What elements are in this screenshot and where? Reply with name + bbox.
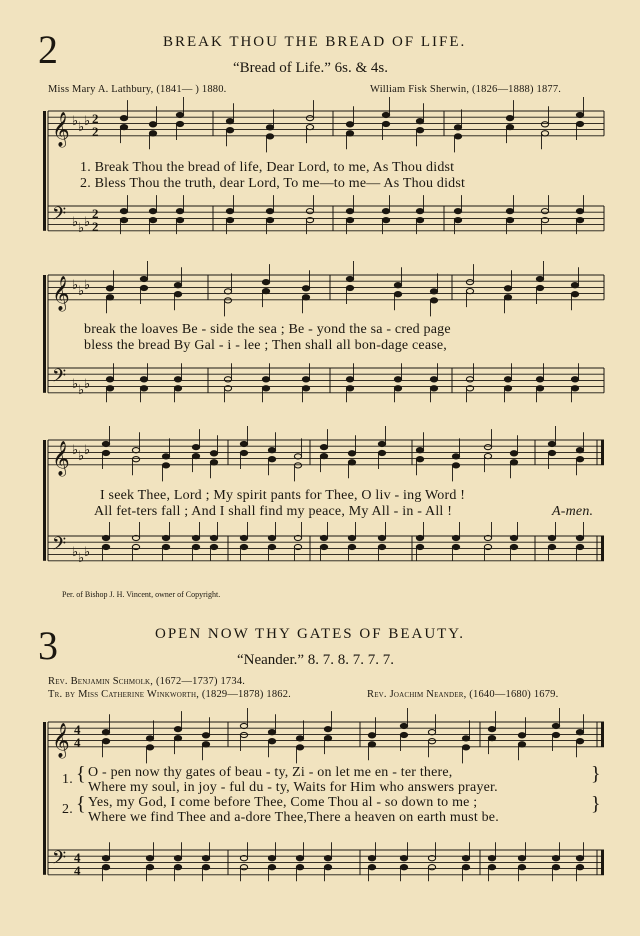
note-head xyxy=(488,736,495,741)
note-head xyxy=(140,285,147,290)
tune-name: “Neander.” 8. 7. 8. 7. 7. 7. xyxy=(237,652,395,668)
note-head xyxy=(162,463,169,468)
note-head xyxy=(162,535,169,540)
note-head xyxy=(416,535,423,540)
note-head xyxy=(368,865,375,870)
note-head xyxy=(346,122,353,127)
note-head xyxy=(268,544,275,549)
note-head xyxy=(346,218,353,223)
note-head xyxy=(368,742,375,747)
lyric-line: break the loaves Be - side the sea ; Be - yond the sa - cred page xyxy=(84,322,451,337)
note-head xyxy=(576,448,583,453)
lyric-line: All fet-ters fall ; And I shall find my peace, My All - in - All ! xyxy=(94,504,453,519)
note-head xyxy=(552,732,559,737)
note-head xyxy=(324,856,331,861)
flat-sign: ♭ xyxy=(84,278,91,293)
note-head xyxy=(149,218,156,223)
note-head xyxy=(576,121,583,126)
note-head xyxy=(106,377,113,382)
amen-text: A-men. xyxy=(552,504,594,519)
note-head xyxy=(452,454,459,459)
note-head xyxy=(302,377,309,382)
lyric-line: 1. Break Thou the bread of life, Dear Lord, to me, As Thou didst xyxy=(80,160,455,175)
note-head xyxy=(576,112,583,117)
lyric-brace: } xyxy=(591,763,601,785)
note-head xyxy=(382,209,389,214)
note-head xyxy=(266,209,273,214)
note-head xyxy=(102,441,109,446)
note-head xyxy=(368,856,375,861)
flat-sign: ♭ xyxy=(78,120,85,135)
note-head xyxy=(394,386,401,391)
note-head xyxy=(176,121,183,126)
flat-sign: ♭ xyxy=(84,114,91,129)
note-head xyxy=(484,445,491,450)
flat-sign: ♭ xyxy=(78,383,85,398)
note-head xyxy=(576,209,583,214)
note-head xyxy=(266,218,273,223)
note-head xyxy=(146,736,153,741)
note-head xyxy=(504,295,511,300)
note-head xyxy=(576,218,583,223)
note-head xyxy=(394,377,401,382)
note-head xyxy=(454,209,461,214)
note-head xyxy=(506,218,513,223)
note-head xyxy=(541,209,548,214)
note-head xyxy=(262,280,269,285)
note-head xyxy=(240,450,247,455)
final-barline xyxy=(601,440,604,465)
note-head xyxy=(394,292,401,297)
note-head xyxy=(382,218,389,223)
note-head xyxy=(226,218,233,223)
note-head xyxy=(504,386,511,391)
flat-sign: ♭ xyxy=(84,377,91,392)
note-head xyxy=(176,209,183,214)
note-head xyxy=(510,535,517,540)
note-head xyxy=(202,856,209,861)
time-signature: 2 xyxy=(92,124,99,139)
note-head xyxy=(400,723,407,728)
note-head xyxy=(102,535,109,540)
note-head xyxy=(140,386,147,391)
note-head xyxy=(240,544,247,549)
note-head xyxy=(324,865,331,870)
note-head xyxy=(146,865,153,870)
note-head xyxy=(348,544,355,549)
note-head xyxy=(176,218,183,223)
lyric-line: bless the bread By Gal - i - lee ; Then shall all bon-dage cease, xyxy=(84,338,448,353)
note-head xyxy=(518,733,525,738)
note-head xyxy=(346,131,353,136)
note-head xyxy=(268,739,275,744)
note-head xyxy=(226,119,233,124)
note-head xyxy=(268,865,275,870)
note-head xyxy=(302,286,309,291)
note-head xyxy=(416,544,423,549)
hymn-title: BREAK THOU THE BREAD OF LIFE. xyxy=(163,34,467,50)
treble-clef: 𝄞 xyxy=(52,722,70,758)
note-head xyxy=(378,450,385,455)
note-head xyxy=(174,386,181,391)
note-head xyxy=(552,723,559,728)
note-head xyxy=(430,386,437,391)
note-head xyxy=(174,865,181,870)
flat-sign: ♭ xyxy=(78,284,85,299)
note-head xyxy=(484,454,491,459)
treble-clef: 𝄞 xyxy=(52,440,70,476)
flat-sign: ♭ xyxy=(72,545,79,560)
note-head xyxy=(400,856,407,861)
note-head xyxy=(162,544,169,549)
note-head xyxy=(192,454,199,459)
note-head xyxy=(430,377,437,382)
note-head xyxy=(120,218,127,223)
note-head xyxy=(106,286,113,291)
note-head xyxy=(174,727,181,732)
note-head xyxy=(192,445,199,450)
note-head xyxy=(452,535,459,540)
note-head xyxy=(174,283,181,288)
system-bracket xyxy=(43,440,46,561)
note-head xyxy=(348,460,355,465)
note-head xyxy=(518,865,525,870)
note-head xyxy=(428,739,435,744)
note-head xyxy=(452,544,459,549)
bass-clef: 𝄢 xyxy=(52,366,67,391)
note-head xyxy=(202,865,209,870)
bass-clef: 𝄢 xyxy=(52,204,67,229)
note-head xyxy=(466,280,473,285)
note-head xyxy=(488,727,495,732)
note-head xyxy=(268,730,275,735)
note-head xyxy=(552,865,559,870)
note-head xyxy=(576,865,583,870)
final-barline xyxy=(601,850,604,875)
note-head xyxy=(348,535,355,540)
lyric-brace: { xyxy=(76,793,86,815)
note-head xyxy=(268,856,275,861)
note-head xyxy=(378,535,385,540)
note-head xyxy=(454,125,461,130)
note-head xyxy=(210,544,217,549)
author-credit: Rev. Benjamin Schmolk, (1672—1737) 1734. xyxy=(48,676,246,687)
hymn-title: OPEN NOW THY GATES OF BEAUTY. xyxy=(155,626,465,642)
note-head xyxy=(462,856,469,861)
note-head xyxy=(346,276,353,281)
note-head xyxy=(174,736,181,741)
lyric-line: Yes, my God, I come before Thee, Come Thou al - so down to me ; xyxy=(88,795,478,810)
note-head xyxy=(176,112,183,117)
flat-sign: ♭ xyxy=(84,443,91,458)
note-head xyxy=(120,209,127,214)
note-head xyxy=(378,441,385,446)
treble-clef: 𝄞 xyxy=(52,275,70,311)
lyric-line: 2. Bless Thou the truth, dear Lord, To me—to me— As Thou didst xyxy=(80,176,466,191)
note-head xyxy=(506,125,513,130)
note-head xyxy=(174,377,181,382)
note-head xyxy=(324,736,331,741)
note-head xyxy=(576,856,583,861)
hymn-number: 3 xyxy=(38,623,58,668)
bass-clef: 𝄢 xyxy=(52,534,67,559)
note-head xyxy=(102,739,109,744)
composer-credit: William Fisk Sherwin, (1826—1888) 1877. xyxy=(370,84,562,95)
note-head xyxy=(106,295,113,300)
note-head xyxy=(571,283,578,288)
note-head xyxy=(240,535,247,540)
lyric-brace: { xyxy=(76,763,86,785)
note-head xyxy=(120,116,127,121)
time-signature: 4 xyxy=(74,722,81,737)
note-head xyxy=(394,283,401,288)
note-head xyxy=(382,112,389,117)
note-head xyxy=(430,289,437,294)
flat-sign: ♭ xyxy=(72,215,79,230)
note-head xyxy=(146,745,153,750)
note-head xyxy=(416,457,423,462)
note-head xyxy=(541,122,548,127)
note-head xyxy=(510,460,517,465)
note-head xyxy=(266,134,273,139)
note-head xyxy=(320,535,327,540)
note-head xyxy=(224,298,231,303)
note-head xyxy=(548,441,555,446)
author-credit: Miss Mary A. Lathbury, (1841— ) 1880. xyxy=(48,84,227,95)
flat-sign: ♭ xyxy=(72,443,79,458)
flat-sign: ♭ xyxy=(78,449,85,464)
note-head xyxy=(416,128,423,133)
note-head xyxy=(504,377,511,382)
verse-label: 2. xyxy=(62,802,73,817)
note-head xyxy=(518,856,525,861)
note-head xyxy=(262,289,269,294)
note-head xyxy=(102,865,109,870)
note-head xyxy=(306,125,313,130)
note-head xyxy=(348,451,355,456)
note-head xyxy=(296,745,303,750)
note-head xyxy=(302,386,309,391)
note-head xyxy=(346,209,353,214)
note-head xyxy=(430,298,437,303)
note-head xyxy=(240,441,247,446)
flat-sign: ♭ xyxy=(72,278,79,293)
note-head xyxy=(488,856,495,861)
note-head xyxy=(552,856,559,861)
note-head xyxy=(140,276,147,281)
time-signature: 2 xyxy=(92,111,99,126)
note-head xyxy=(548,544,555,549)
verse-label: 1. xyxy=(62,772,73,787)
note-head xyxy=(324,727,331,732)
system-bracket xyxy=(43,111,46,231)
flat-sign: ♭ xyxy=(78,551,85,566)
note-head xyxy=(302,295,309,300)
treble-clef: 𝄞 xyxy=(52,111,70,147)
note-head xyxy=(240,732,247,737)
note-head xyxy=(416,119,423,124)
note-head xyxy=(192,535,199,540)
note-head xyxy=(548,535,555,540)
note-head xyxy=(518,742,525,747)
lyric-line: Where we find Thee and a-dore Thee,There a heaven on earth must be. xyxy=(88,810,499,825)
note-head xyxy=(510,451,517,456)
note-head xyxy=(416,448,423,453)
note-head xyxy=(346,377,353,382)
note-head xyxy=(102,450,109,455)
note-head xyxy=(571,386,578,391)
note-head xyxy=(400,732,407,737)
note-head xyxy=(192,544,199,549)
note-head xyxy=(162,454,169,459)
tune-name: “Bread of Life.” 6s. & 4s. xyxy=(233,60,388,76)
note-head xyxy=(210,535,217,540)
note-head xyxy=(454,134,461,139)
note-head xyxy=(541,131,548,136)
note-head xyxy=(320,454,327,459)
note-head xyxy=(268,457,275,462)
final-barline xyxy=(601,722,604,747)
note-head xyxy=(106,386,113,391)
note-head xyxy=(210,460,217,465)
note-head xyxy=(306,209,313,214)
note-head xyxy=(174,292,181,297)
note-head xyxy=(294,463,301,468)
note-head xyxy=(536,276,543,281)
note-head xyxy=(510,544,517,549)
note-head xyxy=(296,856,303,861)
note-head xyxy=(506,116,513,121)
note-head xyxy=(400,865,407,870)
note-head xyxy=(146,856,153,861)
note-head xyxy=(226,209,233,214)
note-head xyxy=(382,121,389,126)
time-signature: 2 xyxy=(92,219,99,234)
note-head xyxy=(536,377,543,382)
note-head xyxy=(536,386,543,391)
note-head xyxy=(571,292,578,297)
note-head xyxy=(226,128,233,133)
note-head xyxy=(296,865,303,870)
note-head xyxy=(576,730,583,735)
note-head xyxy=(548,450,555,455)
note-head xyxy=(149,131,156,136)
note-head xyxy=(268,535,275,540)
note-head xyxy=(536,285,543,290)
hymn-number: 2 xyxy=(38,27,58,72)
note-head xyxy=(132,457,139,462)
note-head xyxy=(488,865,495,870)
note-head xyxy=(262,377,269,382)
note-head xyxy=(140,377,147,382)
note-head xyxy=(466,289,473,294)
note-head xyxy=(346,285,353,290)
note-head xyxy=(262,386,269,391)
lyric-line: Where my soul, in joy - ful du - ty, Waits for Him who answers prayer. xyxy=(88,780,498,795)
final-barline xyxy=(601,536,604,561)
note-head xyxy=(174,856,181,861)
note-head xyxy=(576,535,583,540)
note-head xyxy=(102,544,109,549)
time-signature: 4 xyxy=(74,850,81,865)
flat-sign: ♭ xyxy=(78,221,85,236)
flat-sign: ♭ xyxy=(72,114,79,129)
note-head xyxy=(266,125,273,130)
time-signature: 4 xyxy=(74,735,81,750)
flat-sign: ♭ xyxy=(72,377,79,392)
flat-sign: ♭ xyxy=(84,545,91,560)
note-head xyxy=(576,544,583,549)
note-head xyxy=(120,125,127,130)
note-head xyxy=(306,116,313,121)
system-bracket xyxy=(43,722,46,875)
note-head xyxy=(454,218,461,223)
note-head xyxy=(202,733,209,738)
note-head xyxy=(462,745,469,750)
note-head xyxy=(210,451,217,456)
time-signature: 2 xyxy=(92,206,99,221)
note-head xyxy=(102,730,109,735)
note-head xyxy=(202,742,209,747)
note-head xyxy=(462,736,469,741)
note-head xyxy=(452,463,459,468)
translator-credit: Tr. by Miss Catherine Winkworth, (1829—1878) 1862. xyxy=(48,689,292,700)
system-bracket xyxy=(43,275,46,393)
time-signature: 4 xyxy=(74,863,81,878)
note-head xyxy=(149,122,156,127)
composer-credit: Rev. Joachim Neander, (1640—1680) 1679. xyxy=(367,689,559,700)
note-head xyxy=(149,209,156,214)
note-head xyxy=(506,209,513,214)
flat-sign: ♭ xyxy=(84,215,91,230)
note-head xyxy=(320,445,327,450)
note-head xyxy=(296,736,303,741)
note-head xyxy=(368,733,375,738)
note-head xyxy=(224,377,231,382)
note-head xyxy=(320,544,327,549)
note-head xyxy=(462,865,469,870)
note-head xyxy=(576,739,583,744)
lyric-line: I seek Thee, Lord ; My spirit pants for Thee, O liv - ing Word ! xyxy=(100,488,466,503)
lyric-line: O - pen now thy gates of beau - ty, Zi - on let me en - ter there, xyxy=(88,765,453,780)
bass-clef: 𝄢 xyxy=(52,848,67,873)
copyright-note: Per. of Bishop J. H. Vincent, owner of Copyright. xyxy=(62,590,221,599)
note-head xyxy=(378,544,385,549)
note-head xyxy=(346,386,353,391)
note-head xyxy=(504,286,511,291)
note-head xyxy=(416,218,423,223)
note-head xyxy=(571,377,578,382)
note-head xyxy=(416,209,423,214)
note-head xyxy=(102,856,109,861)
note-head xyxy=(576,457,583,462)
note-head xyxy=(268,448,275,453)
lyric-brace: } xyxy=(591,793,601,815)
note-head xyxy=(466,377,473,382)
